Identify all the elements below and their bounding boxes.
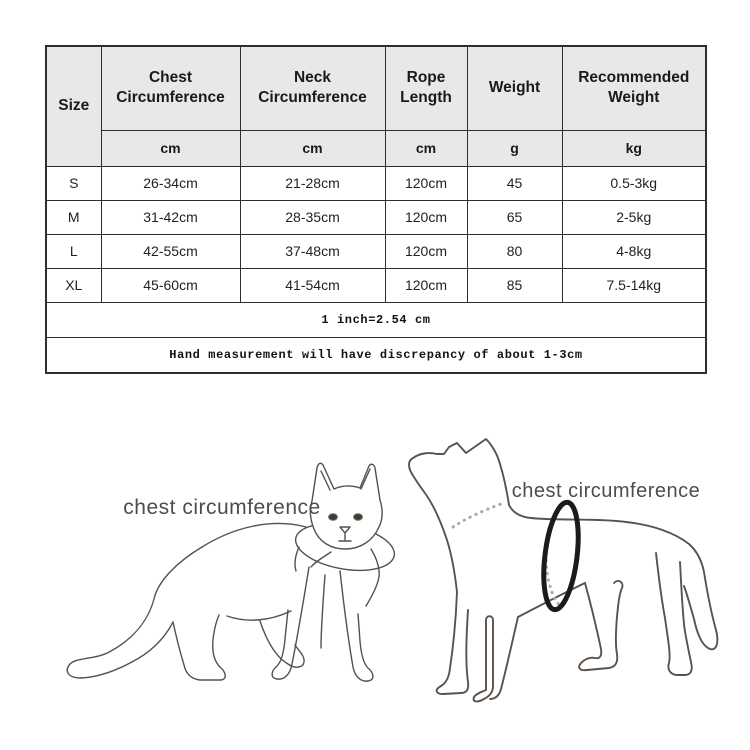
dog-front-leg-inner xyxy=(474,616,493,701)
column-header-size: Size xyxy=(46,46,101,166)
cat-drawing xyxy=(67,463,398,681)
column-header-chest: Chest Circumference xyxy=(101,46,240,130)
cell-rope: 120cm xyxy=(385,234,467,268)
cell-size: L xyxy=(46,234,101,268)
dog-hind-leg-near xyxy=(579,581,622,670)
note-measurement-discrepancy: Hand measurement will have discrepancy of about 1-3cm xyxy=(46,337,706,373)
cell-chest: 26-34cm xyxy=(101,166,240,200)
cell-weight: 45 xyxy=(467,166,562,200)
cell-neck: 37-48cm xyxy=(240,234,385,268)
cell-chest: 45-60cm xyxy=(101,268,240,302)
unit-rope: cm xyxy=(385,130,467,166)
cat-neck-right-line xyxy=(366,549,379,606)
cat-belly-line xyxy=(227,611,291,620)
cat-hind-leg-far xyxy=(260,621,304,667)
dog-front-leg-near-back xyxy=(490,617,518,699)
cell-size: S xyxy=(46,166,101,200)
cell-weight: 80 xyxy=(467,234,562,268)
cat-head xyxy=(310,463,382,549)
cell-rope: 120cm xyxy=(385,166,467,200)
column-header-neck: Neck Circumference xyxy=(240,46,385,130)
note-inch-conversion: 1 inch=2.54 cm xyxy=(46,302,706,337)
cell-size: XL xyxy=(46,268,101,302)
cell-chest: 31-42cm xyxy=(101,200,240,234)
cell-recommended: 4-8kg xyxy=(562,234,706,268)
cell-recommended: 0.5-3kg xyxy=(562,166,706,200)
cat-front-leg-far xyxy=(340,571,373,681)
dog-hind-leg-far xyxy=(656,553,692,675)
cell-recommended: 7.5-14kg xyxy=(562,268,706,302)
dog-front-leg-far xyxy=(437,592,469,694)
unit-weight: g xyxy=(467,130,562,166)
column-header-recommended: Recommended Weight xyxy=(562,46,706,130)
cell-rope: 120cm xyxy=(385,268,467,302)
cell-weight: 85 xyxy=(467,268,562,302)
cat-chest-label: chest circumference xyxy=(123,496,321,519)
cell-neck: 21-28cm xyxy=(240,166,385,200)
dog-chest-label: chest circumference xyxy=(511,480,701,502)
unit-chest: cm xyxy=(101,130,240,166)
cat-body-outline xyxy=(67,524,306,678)
cat-eye-left xyxy=(329,514,338,521)
cell-size: M xyxy=(46,200,101,234)
cat-eye-right xyxy=(354,514,363,521)
cat-hind-leg-near xyxy=(173,615,225,680)
cell-recommended: 2-5kg xyxy=(562,200,706,234)
dog-neck-dotted-line xyxy=(453,504,501,527)
unit-neck: cm xyxy=(240,130,385,166)
cat-leg-gap-line xyxy=(321,575,325,648)
column-header-weight: Weight xyxy=(467,46,562,130)
cell-chest: 42-55cm xyxy=(101,234,240,268)
cell-weight: 65 xyxy=(467,200,562,234)
cell-rope: 120cm xyxy=(385,200,467,234)
unit-recommended: kg xyxy=(562,130,706,166)
dog-belly-line xyxy=(518,583,585,617)
cell-neck: 41-54cm xyxy=(240,268,385,302)
cell-neck: 28-35cm xyxy=(240,200,385,234)
dog-drawing xyxy=(409,439,717,701)
column-header-rope: Rope Length xyxy=(385,46,467,130)
cat-harness-strap-line xyxy=(295,547,299,571)
